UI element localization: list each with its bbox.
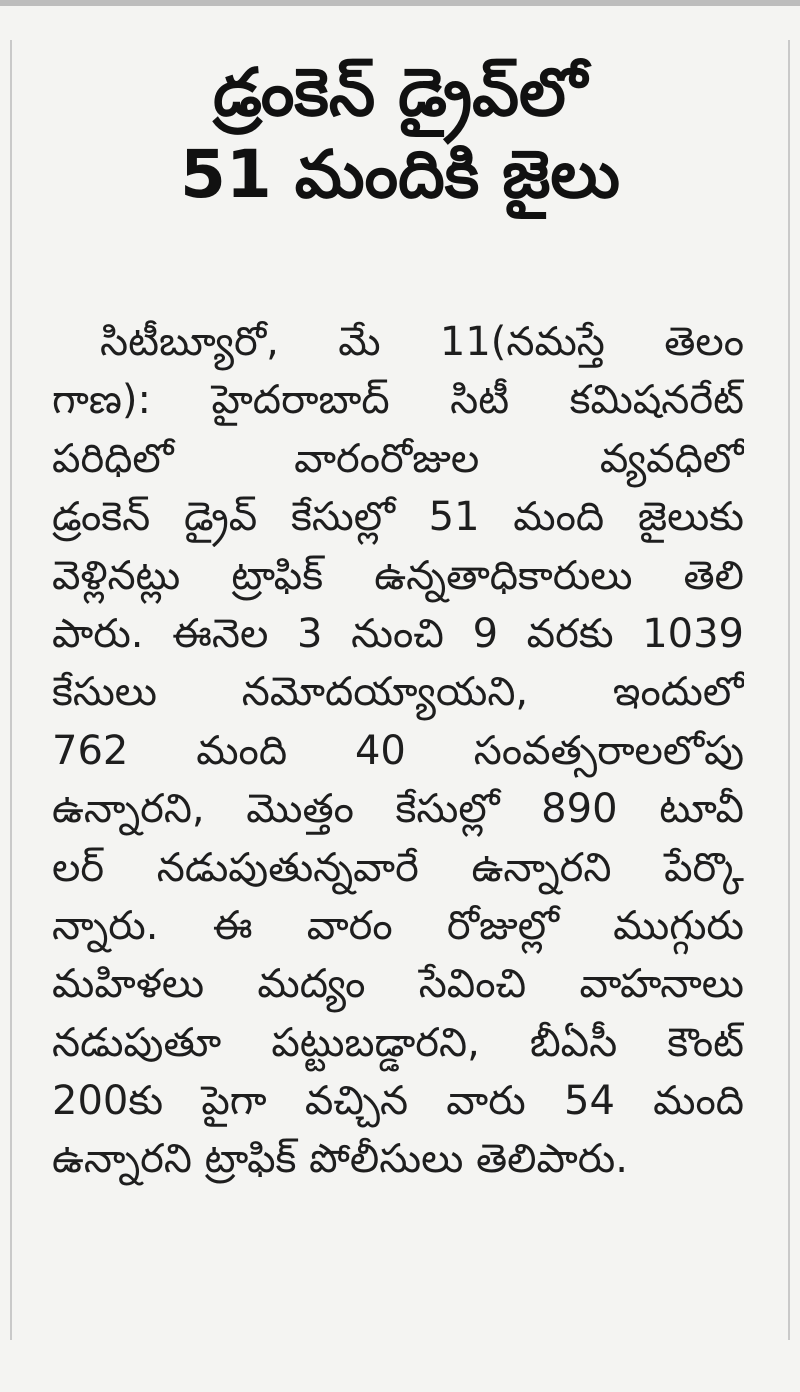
body-line: వెళ్లినట్లు ట్రాఫిక్ ఉన్నతాధికారులు తెలి — [52, 552, 744, 599]
body-line: కేసులు నమోదయ్యాయని, ఇందులో — [52, 669, 744, 716]
body-line: 762 మంది 40 సంవత్సరాలలోపు — [52, 727, 744, 774]
body-line: మహిళలు మద్యం సేవించి వాహనాలు — [52, 961, 744, 1008]
body-line: డ్రంకెన్ డ్రైవ్ కేసుల్లో 51 మంది జైలుకు — [52, 494, 744, 541]
body-line: న్నారు. ఈ వారం రోజుల్లో ముగ్గురు — [52, 902, 744, 949]
headline-line-1: డ్రంకెన్ డ్రైవ్‌లో — [213, 54, 587, 131]
article-headline — [40, 52, 760, 216]
body-line: గాణ): హైదరాబాద్ సిటీ కమిషనరేట్ — [52, 377, 744, 424]
body-line: ఉన్నారని, మొత్తం కేసుల్లో 890 టూవీ — [52, 786, 744, 833]
body-line: నడుపుతూ పట్టుబడ్డారని, బీఏసీ కౌంట్ — [52, 1019, 744, 1066]
headline-line-2: 51 మందికి జైలు — [179, 136, 620, 213]
body-line: సిటీబ్యూరో, మే 11(నమస్తే తెలం — [100, 319, 744, 365]
left-column-rule — [10, 40, 12, 1340]
body-line: ఉన్నారని ట్రాఫిక్ పోలీసులు తెలిపారు. — [52, 1136, 628, 1183]
body-line: పారు. ఈనెల 3 నుంచి 9 వరకు 1039 — [52, 610, 744, 657]
body-line: లర్ నడుపుతున్నవారే ఉన్నారని పేర్కొ — [52, 844, 744, 891]
right-column-rule — [788, 40, 790, 1340]
top-border — [0, 0, 800, 6]
article-body — [52, 313, 744, 1189]
body-line: పరిధిలో వారంరోజుల వ్యవధిలో — [52, 435, 744, 482]
body-line: 200కు పైగా వచ్చిన వారు 54 మంది — [52, 1078, 744, 1125]
